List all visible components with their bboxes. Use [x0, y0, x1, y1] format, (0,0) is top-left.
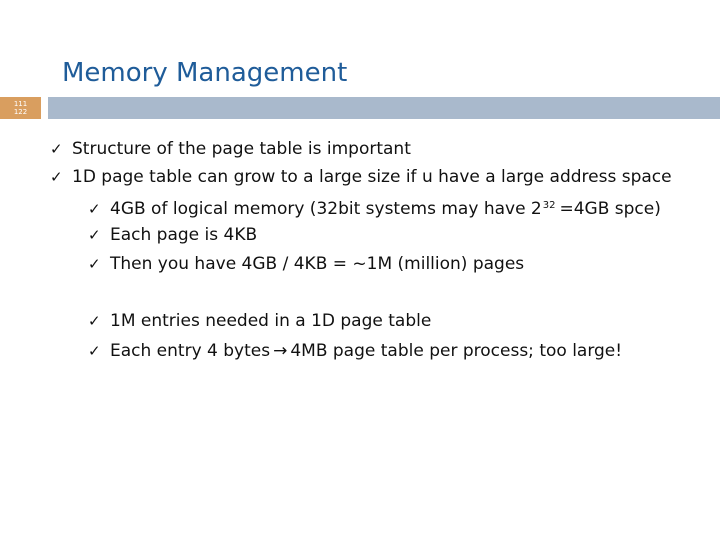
checkmark-icon: ✓ — [50, 168, 63, 186]
right-arrow-icon: → — [273, 341, 288, 361]
checkmark-icon: ✓ — [88, 342, 101, 360]
sub-bullet-text-continued: 4MB page table per process; too large! — [290, 341, 623, 361]
superscript-exponent: 32 — [542, 200, 556, 211]
checkmark-icon: ✓ — [88, 226, 101, 244]
bullet-text: Structure of the page table is important — [72, 139, 411, 159]
sub-bullet-text: Each page is 4KB — [110, 225, 258, 245]
checkmark-icon: ✓ — [88, 255, 101, 273]
page-number-bottom: 122 — [13, 108, 28, 116]
page-number-top: 111 — [13, 100, 28, 108]
sub-bullet-text-continued: =4GB spce) — [559, 199, 661, 219]
sub-bullet-text: 4GB of logical memory (32bit systems may have 2 — [110, 199, 542, 219]
sub-bullet-item — [88, 253, 524, 275]
sub-bullet-item — [88, 340, 622, 362]
checkmark-icon: ✓ — [88, 200, 101, 218]
sub-bullet-text: Then you have 4GB / 4KB = ~1M (million) pages — [110, 254, 525, 274]
bullet-text: 1D page table can grow to a large size if u have a large address space — [72, 167, 672, 187]
sub-bullet-item — [88, 195, 661, 220]
header-bar — [48, 97, 720, 119]
page-number-badge — [0, 97, 41, 119]
sub-bullet-item — [88, 224, 257, 246]
bullet-item — [50, 138, 411, 160]
sub-bullet-text: Each entry 4 bytes — [110, 341, 271, 361]
sub-bullet-item — [88, 310, 431, 332]
checkmark-icon: ✓ — [50, 140, 63, 158]
checkmark-icon: ✓ — [88, 312, 101, 330]
slide-title: Memory Management — [62, 58, 348, 88]
sub-bullet-text: 1M entries needed in a 1D page table — [110, 311, 432, 331]
bullet-item — [50, 166, 672, 188]
